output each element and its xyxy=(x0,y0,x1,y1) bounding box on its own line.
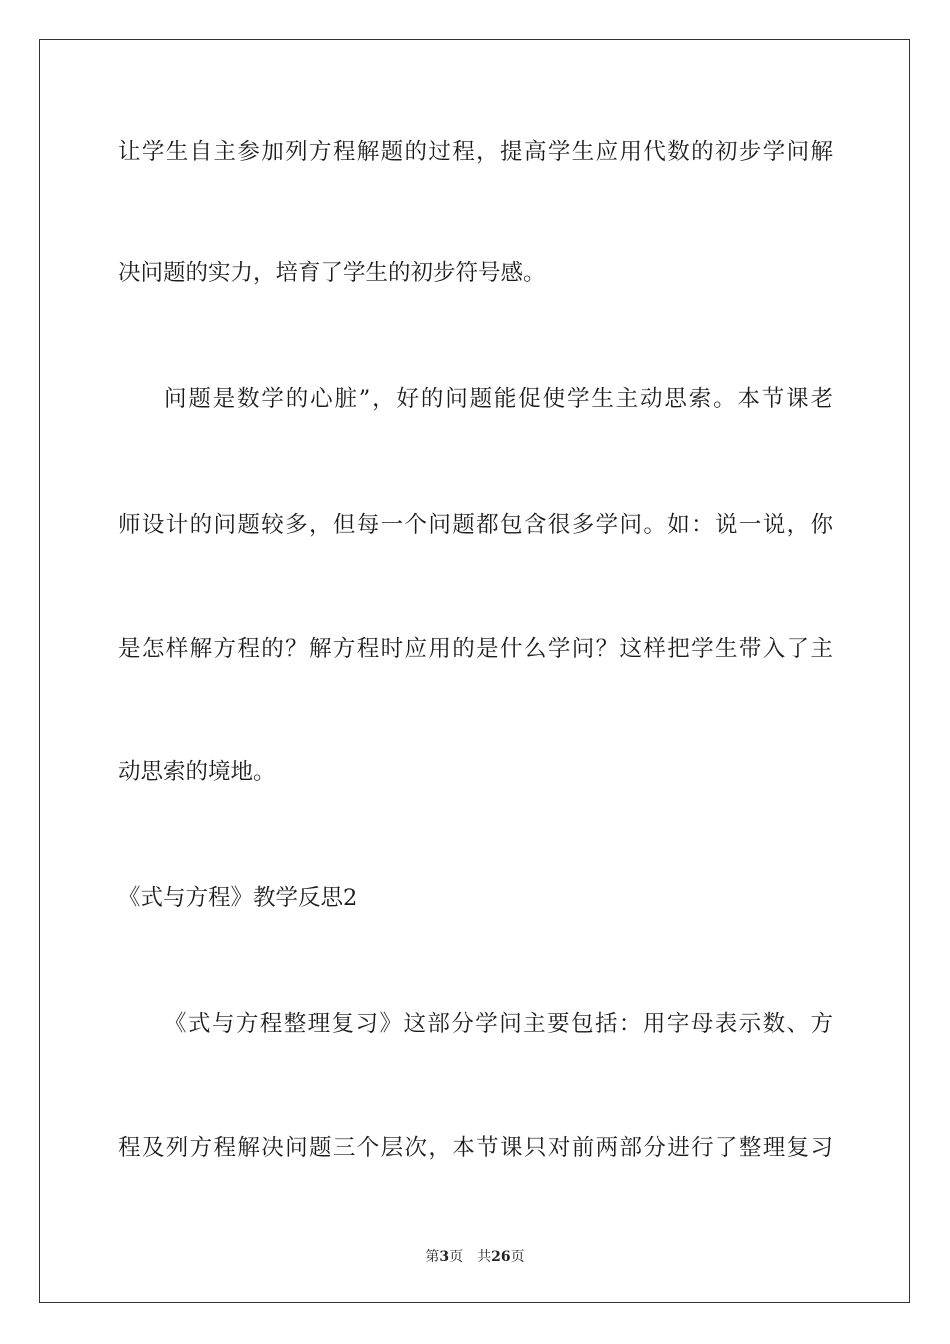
page-footer xyxy=(0,1248,950,1266)
body-line-9: 程及列方程解决问题三个层次，本节课只对前两部分进行了整理复习 xyxy=(118,1135,833,1161)
page-border xyxy=(39,39,910,1303)
body-line-5: 是怎样解方程的？解方程时应用的是什么学问？这样把学生带入了主 xyxy=(118,636,833,662)
footer-total-prefix: 共 xyxy=(477,1249,492,1265)
body-line-3: 问题是数学的心脏”，好的问题能促使学生主动思索。本节课老 xyxy=(164,386,833,412)
body-line-2: 决问题的实力，培育了学生的初步符号感。 xyxy=(118,260,546,286)
body-line-8: 《式与方程整理复习》这部分学问主要包括：用字母表示数、方 xyxy=(164,1011,833,1037)
body-line-1: 让学生自主参加列方程解题的过程，提高学生应用代数的初步学问解 xyxy=(118,139,833,165)
section-heading: 《式与方程》教学反思2 xyxy=(118,885,358,911)
footer-total-pages: 26 xyxy=(491,1249,511,1265)
footer-page-prefix: 第 xyxy=(425,1249,440,1265)
footer-total-suffix: 页 xyxy=(510,1249,525,1265)
footer-page-number: 3 xyxy=(439,1249,450,1265)
body-line-6: 动思索的境地。 xyxy=(118,759,276,785)
body-line-4: 师设计的问题较多，但每一个问题都包含很多学问。如：说一说，你 xyxy=(118,512,833,538)
footer-page-suffix: 页 xyxy=(449,1249,464,1265)
